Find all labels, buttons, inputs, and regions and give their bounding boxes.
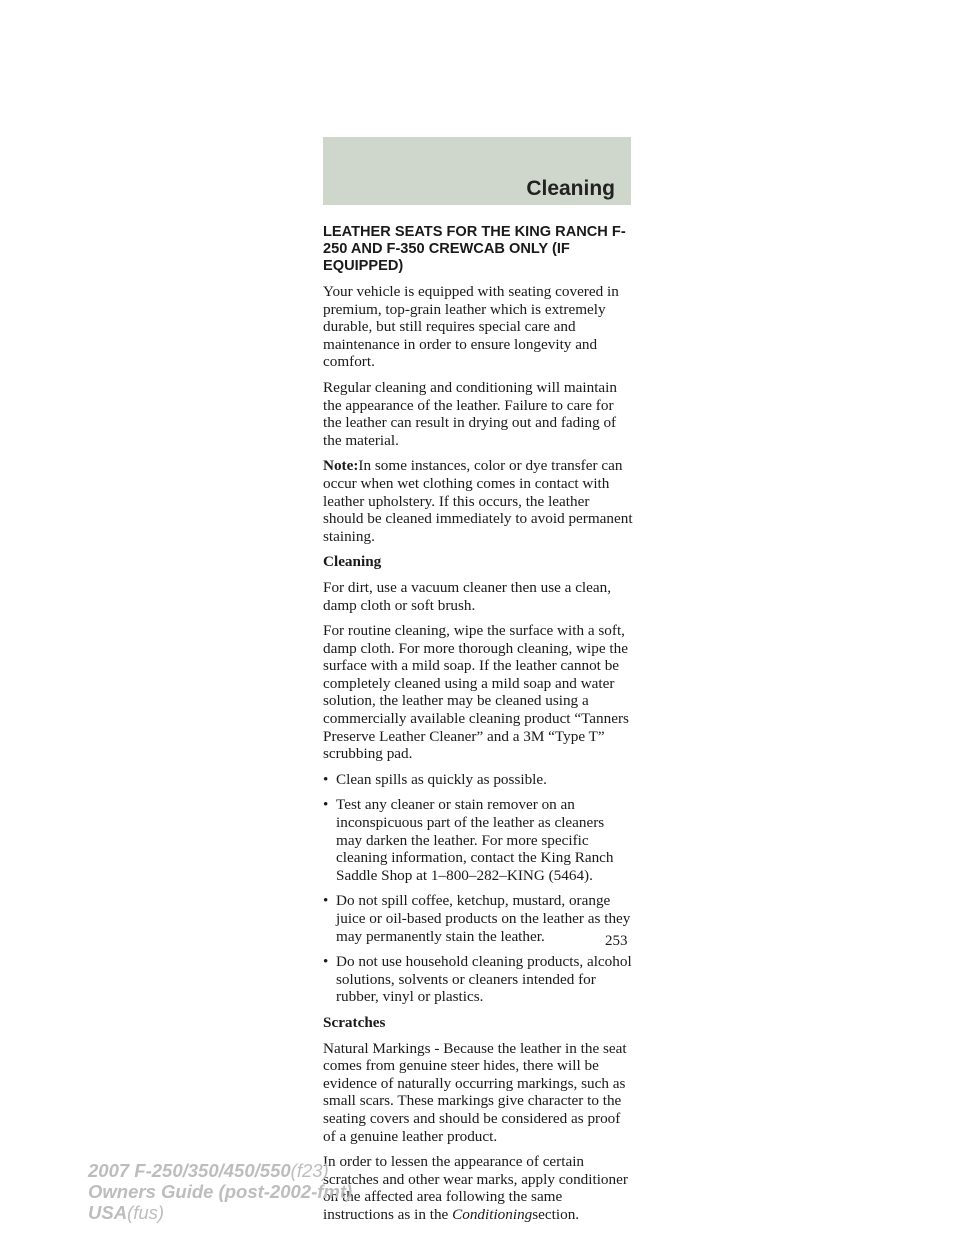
note-label: Note: <box>323 457 359 475</box>
footer-model: 2007 F-250/350/450/550 <box>88 1160 291 1181</box>
footer-line-2: Owners Guide (post-2002-fmt) <box>88 1181 353 1202</box>
list-item-text: Clean spills as quickly as possible. <box>336 770 547 788</box>
cleaning-paragraph-2: For routine cleaning, wipe the surface with a soft, damp cloth. For more thorough cleaning, wipe the surface with a mild soap. If the leather cannot be completely cleaned using a mild soap and water solution, the leather may be cleaned using a commercially available cleaning product “Tanners Preserve Leather Cleaner” and a 3M “Type T” scrubbing pad. <box>323 622 629 763</box>
footer-market-code: (fus) <box>127 1202 165 1223</box>
intro-paragraph-1: Your vehicle is equipped with seating covered in premium, top-grain leather which is extremely durable, but still requires special care and maintenance in order to ensure longevity and comfort. <box>323 283 619 371</box>
footer-line-1 <box>88 1160 352 1181</box>
section-title: Cleaning <box>526 177 615 200</box>
bullet-icon: • <box>323 953 329 971</box>
cleaning-subhead: Cleaning <box>323 553 382 571</box>
page-content <box>323 224 633 1232</box>
list-item-text: Do not use household cleaning products, alcohol solutions, solvents or cleaners intended for rubber, vinyl or plastics. <box>336 953 632 1006</box>
intro-paragraph-2: Regular cleaning and conditioning will maintain the appearance of the leather. Failure to care for the leather can result in drying out and fading of the material. <box>323 378 617 449</box>
cleaning-bullet-list <box>323 771 633 1006</box>
scratches-paragraph-2-text: In order to lessen the appearance of certain scratches and other wear marks, apply conditioner on the affected area following the same instructions as in the <box>323 1153 628 1223</box>
bullet-icon: • <box>323 892 329 910</box>
list-item-text: Do not spill coffee, ketchup, mustard, orange juice or oil-based products on the leather as they may permanently stain the leather. <box>336 892 631 945</box>
footer-line-3 <box>88 1202 352 1223</box>
conditioning-reference: Conditioning <box>452 1205 533 1223</box>
document-footer <box>88 1160 352 1223</box>
bullet-icon: • <box>323 770 329 788</box>
section-header-bar <box>323 137 631 205</box>
scratches-paragraph-2 <box>323 1153 633 1223</box>
note-text: In some instances, color or dye transfer can occur when wet clothing comes in contact with leather upholstery. If this occurs, the leather should be cleaned immediately to avoid permanent staining. <box>323 457 633 545</box>
list-item <box>323 892 633 945</box>
page-number: 253 <box>605 933 628 949</box>
scratches-subhead: Scratches <box>323 1013 386 1031</box>
list-item-text: Test any cleaner or stain remover on an inconspicuous part of the leather as cleaners may darken the leather. For more specific cleaning information, contact the King Ranch Saddle Shop at 1–800–282–KING (5464). <box>336 796 614 884</box>
footer-model-code: (f23) <box>290 1160 329 1181</box>
list-item <box>323 953 633 1006</box>
bullet-icon: • <box>323 796 329 814</box>
scratches-paragraph-1: Natural Markings - Because the leather in the seat comes from genuine steer hides, there will be evidence of naturally occurring markings, such as small scars. These markings give character to the seating covers and should be considered as proof of a genuine leather product. <box>323 1039 627 1145</box>
note-paragraph <box>323 457 633 545</box>
page-heading: LEATHER SEATS FOR THE KING RANCH F-250 AND F-350 CREWCAB ONLY (IF EQUIPPED) <box>323 224 626 274</box>
footer-market: USA <box>88 1202 128 1223</box>
list-item <box>323 771 633 789</box>
cleaning-paragraph-1: For dirt, use a vacuum cleaner then use a clean, damp cloth or soft brush. <box>323 578 612 614</box>
list-item <box>323 796 633 884</box>
scratches-paragraph-2-end: section. <box>532 1205 580 1223</box>
